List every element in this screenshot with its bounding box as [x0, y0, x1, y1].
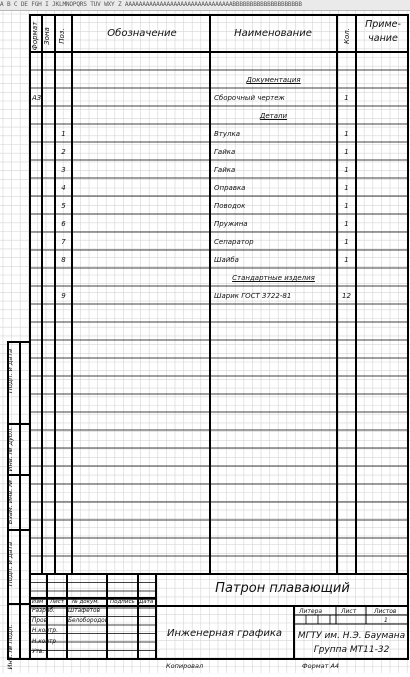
- spec-name: Пружина: [214, 220, 248, 228]
- signature-date-1-label: Подп. и дата: [6, 348, 14, 394]
- litera-label: Литера: [299, 608, 323, 615]
- format-label: Формат А4: [302, 662, 340, 670]
- spec-qty: 1: [344, 130, 349, 138]
- col-date-label: Дата: [139, 599, 154, 605]
- spec-row: [0, 200, 410, 214]
- col-list-label: Лист: [50, 599, 64, 605]
- spec-pos: 8: [61, 256, 66, 264]
- spec-row: [0, 218, 410, 232]
- header-zone: Зона: [43, 27, 51, 45]
- listov-label: Листов: [374, 608, 397, 615]
- role-label: Пров.: [32, 618, 49, 625]
- spec-row: [0, 164, 410, 178]
- spec-name: Документация: [246, 76, 301, 84]
- signature-date-2-label: Подп. и дата: [6, 541, 14, 587]
- spec-name: Шарик ГОСТ 3722-81: [214, 292, 292, 300]
- spec-row: [0, 182, 410, 196]
- column-letters: A B C DE FGH I JKLMNOPQRS TUV WXY Z AAAAAAAAAAAAAAAAAAAAAAAAAAAAAAABBBBBBBBBBBBBBBBBBBB: [0, 1, 302, 8]
- spec-pos: 7: [61, 238, 66, 246]
- spec-row: [0, 290, 410, 304]
- spec-section-row: [0, 110, 410, 124]
- spec-qty: 12: [342, 292, 351, 300]
- spec-name: Оправка: [214, 184, 246, 192]
- col-sign-label: Подпись: [110, 599, 135, 605]
- title-block-org-line1: МГТУ им. Н.Э. Баумана: [297, 631, 406, 641]
- header-format: Формат: [31, 21, 39, 51]
- spec-qty: 1: [344, 184, 349, 192]
- title-block-org-line2: Группа МТ11-32: [313, 645, 390, 655]
- role-label: Н.контр.: [32, 628, 58, 635]
- spec-name: Втулка: [214, 130, 241, 138]
- spec-qty: 1: [344, 220, 349, 228]
- spec-qty: 1: [344, 166, 349, 174]
- spec-section-row: [0, 272, 410, 286]
- title-block-title: Патрон плавающий: [215, 581, 350, 596]
- person-name: Белобородов: [68, 618, 109, 625]
- person-name: Штафетов: [68, 608, 100, 614]
- spec-qty: 1: [344, 256, 349, 264]
- spec-qty: 1: [344, 238, 349, 246]
- spec-pos: 6: [61, 220, 66, 228]
- spec-qty: 1: [344, 94, 349, 102]
- spec-row: [0, 236, 410, 250]
- header-name: Наименование: [234, 28, 312, 39]
- header-note-line2: чание: [368, 33, 398, 44]
- title-block-discipline: Инженерная графика: [166, 628, 283, 639]
- spec-pos: 4: [61, 184, 66, 192]
- role-label: Разраб.: [32, 608, 55, 614]
- spec-row: [0, 92, 410, 106]
- spec-pos: 5: [61, 202, 66, 210]
- spec-name: Сборочный чертеж: [214, 94, 285, 102]
- header-pos: Поз.: [58, 28, 66, 44]
- spec-format: А3: [32, 94, 42, 102]
- col-izm-label: Изм: [32, 599, 44, 605]
- spec-row: [0, 254, 410, 268]
- role-label: Утв.: [32, 648, 45, 655]
- list-label: Лист: [341, 608, 357, 615]
- spec-pos: 9: [61, 292, 66, 300]
- spec-name: Гайка: [214, 148, 236, 156]
- col-doc-label: № докум.: [72, 599, 100, 605]
- spec-qty: 1: [344, 202, 349, 210]
- spec-pos: 2: [61, 148, 66, 156]
- spec-name: Поводок: [214, 202, 246, 210]
- dup-inv-label: Инв. № дубл.: [6, 426, 14, 472]
- spec-name: Гайка: [214, 166, 236, 174]
- spec-name: Стандартные изделия: [232, 274, 315, 282]
- orig-inv-label: Инв. № подл.: [6, 624, 14, 670]
- header-qty: Кол.: [343, 28, 351, 44]
- spec-name: Сепаратор: [214, 238, 254, 246]
- sheet-count: 1: [384, 617, 388, 624]
- spec-row: [0, 128, 410, 142]
- spec-pos: 3: [61, 166, 66, 174]
- role-label: Н.контр: [32, 638, 57, 645]
- header-note-line1: Приме-: [365, 19, 401, 30]
- replace-inv-label: Взам. инв. №: [6, 479, 14, 525]
- copied-label: Копировал: [166, 662, 204, 670]
- spec-row: [0, 146, 410, 160]
- spec-section-row: [0, 74, 410, 88]
- spec-pos: 1: [61, 130, 66, 138]
- spec-qty: 1: [344, 148, 349, 156]
- spec-name: Детали: [259, 112, 288, 120]
- spec-name: Шайба: [214, 256, 239, 264]
- header-designation: Обозначение: [107, 28, 177, 39]
